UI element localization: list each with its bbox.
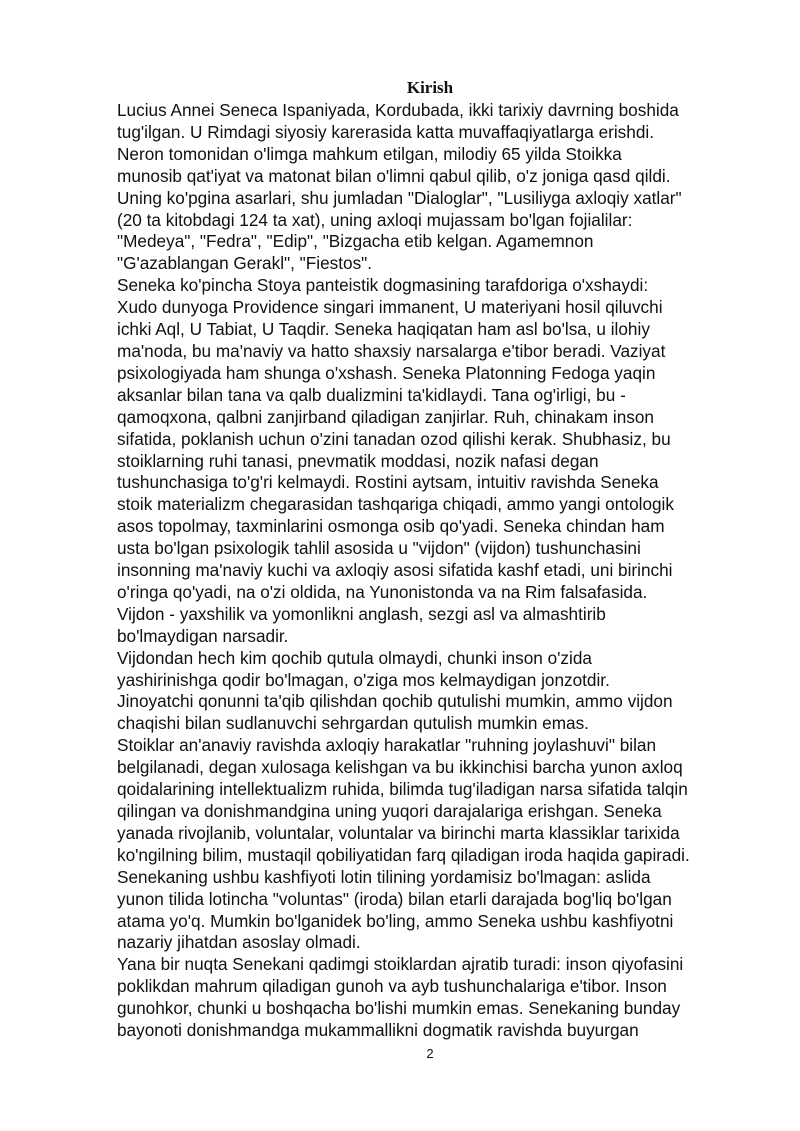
text-line: yanada rivojlanib, voluntalar, voluntalar va birinchi marta klassiklar tarixida [117, 822, 680, 843]
text-line: bayonoti donishmandga mukammallikni dogmatik ravishda buyurgan [117, 1020, 639, 1041]
text-line: usta bo'lgan psixologik tahlil asosida u "vijdon" (vijdon) tushunchasini [117, 538, 641, 559]
text-line: ichki Aql, U Tabiat, U Taqdir. Seneka haqiqatan ham asl bo'lsa, u ilohiy [117, 319, 650, 340]
text-line: Jinoyatchi qonunni ta'qib qilishdan qochib qutulishi mumkin, ammo vijdon [117, 691, 673, 712]
text-line: ma'noda, bu ma'naviy va hatto shaxsiy narsalarga e'tibor beradi. Vaziyat [117, 340, 666, 361]
text-line: asos topolmay, taxminlarini osmonga osib qo'yadi. Seneka chindan ham [117, 516, 665, 537]
text-line: qamoqxona, qalbni zanjirband qiladigan zanjirlar. Ruh, chinakam inson [117, 406, 654, 427]
text-line: stoik materializm chegarasidan tashqariga chiqadi, ammo yangi ontologik [117, 494, 674, 515]
text-line: o'ringa qo'yadi, na o'zi oldida, na Yunonistonda va na Rim falsafasida. [117, 581, 648, 602]
body-text [117, 100, 757, 1042]
text-line: munosib qat'iyat va matonat bilan o'limni qabul qilib, o'z joniga qasd qildi. [117, 165, 671, 186]
text-line: nazariy jihatdan asoslay olmadi. [117, 932, 361, 953]
text-line: gunohkor, chunki u boshqacha bo'lishi mumkin emas. Senekaning bunday [117, 998, 681, 1019]
text-line: qoidalarining intellektualizm ruhida, bilimda tug'iladigan narsa sifatida talqin [117, 779, 688, 800]
text-line: Stoiklar an'anaviy ravishda axloqiy harakatlar "ruhning joylashuvi" bilan [117, 735, 657, 756]
text-line: aksanlar bilan tana va qalb dualizmini ta'kidlaydi. Tana og'irligi, bu - [117, 384, 626, 405]
text-line: insonning ma'naviy kuchi va axloqiy asosi sifatida kashf etadi, uni birinchi [117, 560, 673, 581]
text-line: qilingan va donishmandgina uning yuqori darajalariga erishgan. Seneka [117, 801, 662, 821]
text-line: tushunchasiga to'g'ri kelmaydi. Rostini aytsam, intuitiv ravishda Seneka [117, 472, 659, 493]
text-line: Yana bir nuqta Senekani qadimgi stoiklardan ajratib turadi: inson qiyofasini [117, 954, 684, 975]
text-line: atama yo'q. Mumkin bo'lganidek bo'ling, ammo Seneka ushbu kashfiyotni [117, 910, 674, 931]
text-line: belgilanadi, degan xulosaga kelishgan va bu ikkinchisi barcha yunon axloq [117, 757, 683, 778]
text-line: ko'ngilning bilim, mustaqil qobiliyatidan farq qiladigan iroda haqida gapiradi. [117, 844, 690, 865]
page-title: Kirish [406, 78, 454, 97]
text-line: yashirinishga qodir bo'lmagan, o'ziga mos kelmaydigan jonzotdir. [117, 669, 610, 690]
text-line: Xudo dunyoga Providence singari immanent, U materiyani hosil qiluvchi [117, 297, 663, 318]
text-line: "Medeya", "Fedra", "Edip", "Bizgacha etib kelgan. Agamemnon [117, 231, 594, 252]
text-line: "G'azablangan Gerakl", "Fiestos". [117, 253, 373, 274]
text-line: bo'lmaydigan narsadir. [117, 625, 289, 646]
text-line: Lucius Annei Seneca Ispaniyada, Kordubada, ikki tarixiy davrning boshida [117, 100, 679, 120]
text-line: stoiklarning ruhi tanasi, pnevmatik moddasi, nozik nafasi degan [117, 450, 599, 471]
text-line: Seneka ko'pincha Stoya panteistik dogmasining tarafdoriga o'xshaydi: [117, 275, 649, 296]
text-line: yunon tilida lotincha "voluntas" (iroda) bilan etarli darajada bog'liq bo'lgan [117, 888, 672, 909]
text-line: chaqishi bilan sudlanuvchi sehrgardan qutulish mumkin emas. [117, 713, 589, 734]
text-line: psixologiyada ham shunga o'xshash. Seneka Platonning Fedoga yaqin [117, 362, 656, 383]
text-line: Vijdondan hech kim qochib qutula olmaydi, chunki inson o'zida [117, 647, 592, 668]
text-line: tug'ilgan. U Rimdagi siyosiy karerasida katta muvaffaqiyatlarga erishdi. [117, 121, 654, 142]
text-line: Neron tomonidan o'limga mahkum etilgan, milodiy 65 yilda Stoikka [117, 143, 622, 164]
text-line: Senekaning ushbu kashfiyoti lotin tilining yordamisiz bo'lmagan: aslida [117, 866, 651, 887]
text-line: Vijdon - yaxshilik va yomonlikni anglash, sezgi asl va almashtirib [117, 603, 606, 624]
text-line: Uning ko'pgina asarlari, shu jumladan "Dialoglar", "Lusiliyga axloqiy xatlar" [117, 187, 682, 208]
text-line: sifatida, poklanish uchun o'zini tanadan ozod qilishi kerak. Shubhasiz, bu [117, 428, 671, 449]
page-number: 2 [426, 1046, 434, 1061]
text-line: poklikdan mahrum qiladigan gunoh va ayb tushunchalariga e'tibor. Inson [117, 976, 667, 997]
text-line: (20 ta kitobdagi 124 ta xat), uning axloqi mujassam bo'lgan fojialilar: [117, 209, 633, 230]
